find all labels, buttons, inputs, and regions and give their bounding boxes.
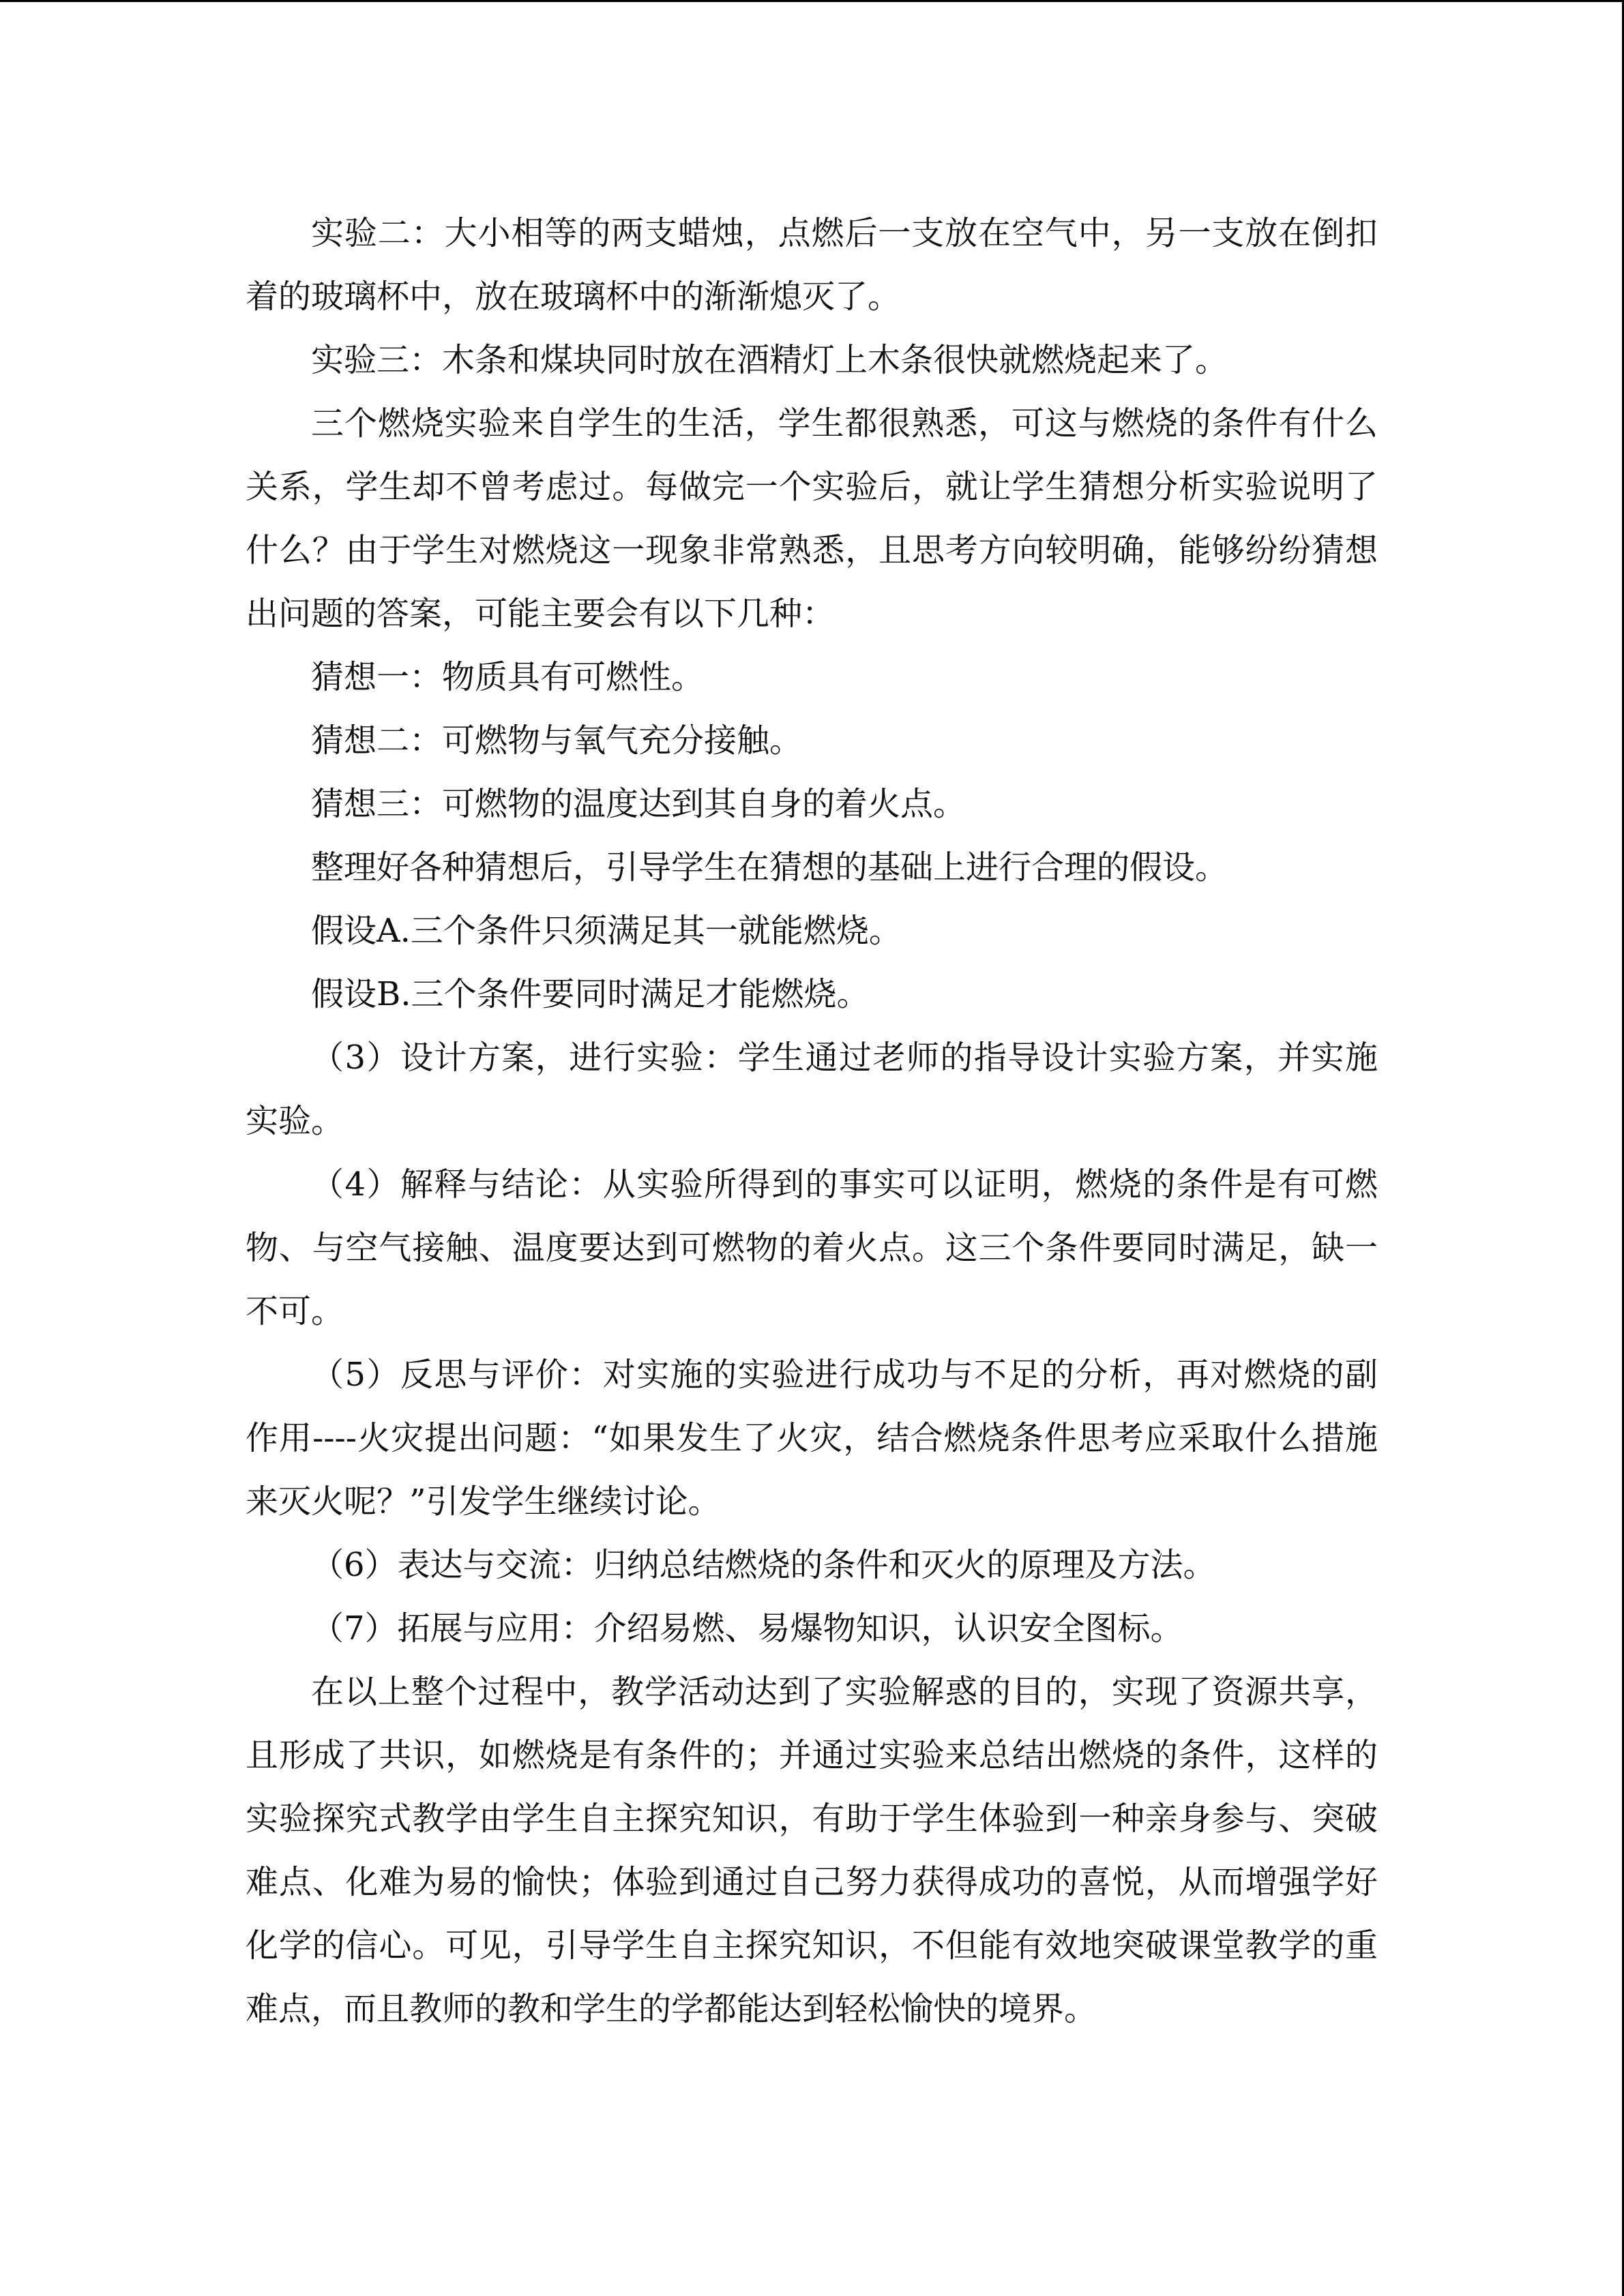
paragraph-step-5: （5）反思与评价：对实施的实验进行成功与不足的分析，再对燃烧的副作用----火灾提出问题：“如果发生了火灾，结合燃烧条件思考应采取什么措施来灭火呢？”引发学生继续讨论。 [246, 1356, 1378, 1521]
paragraph-hypothesis-a: 假设A.三个条件只须满足其一就能燃烧。 [311, 912, 902, 950]
paragraph-step-3: （3）设计方案，进行实验：学生通过老师的指导设计实验方案，并实施实验。 [246, 1039, 1378, 1140]
paragraph-guess-3: 猜想三：可燃物的温度达到其自身的着火点。 [311, 785, 966, 823]
paragraph-step-6: （6）表达与交流：归纳总结燃烧的条件和灭火的原理及方法。 [311, 1546, 1216, 1584]
paragraph-step-7: （7）拓展与应用：介绍易燃、易爆物知识，认识安全图标。 [311, 1609, 1183, 1648]
page-border-top [0, 0, 1624, 2]
paragraph-guess-1: 猜想一：物质具有可燃性。 [311, 658, 705, 696]
paragraph-organize-guesses: 整理好各种猜想后，引导学生在猜想的基础上进行合理的假设。 [311, 848, 1228, 886]
paragraph-experiment-3: 实验三：木条和煤块同时放在酒精灯上木条很快就燃烧起来了。 [311, 341, 1228, 379]
paragraph-guess-2: 猜想二：可燃物与氧气充分接触。 [311, 721, 803, 760]
paragraph-step-4: （4）解释与结论：从实验所得到的事实可以证明，燃烧的条件是有可燃物、与空气接触、温度要达到可燃物的着火点。这三个条件要同时满足，缺一不可。 [246, 1165, 1378, 1330]
paragraph-hypothesis-b: 假设B.三个条件要同时满足才能燃烧。 [311, 975, 870, 1013]
document-body [246, 202, 1378, 2041]
paragraph-conclusion: 在以上整个过程中，教学活动达到了实验解惑的目的，实现了资源共享，且形成了共识，如燃烧是有条件的；并通过实验来总结出燃烧的条件，这样的实验探究式教学由学生自主探究知识，有助于学生体验到一种亲身参与、突破难点、化难为易的愉快；体验到通过自己努力获得成功的喜悦，从而增强学好化学的信心。可见，引导学生自主探究知识，不但能有效地突破课堂教学的重难点，而且教师的教和学生的学都能达到轻松愉快的境界。 [246, 1673, 1378, 2028]
paragraph-experiment-2: 实验二：大小相等的两支蜡烛，点燃后一支放在空气中，另一支放在倒扣着的玻璃杯中，放在玻璃杯中的渐渐熄灭了。 [246, 214, 1378, 316]
paragraph-analysis: 三个燃烧实验来自学生的生活，学生都很熟悉，可这与燃烧的条件有什么关系，学生却不曾考虑过。每做完一个实验后，就让学生猜想分析实验说明了什么？由于学生对燃烧这一现象非常熟悉，且思考方向较明确，能够纷纷猜想出问题的答案，可能主要会有以下几种： [246, 404, 1378, 633]
